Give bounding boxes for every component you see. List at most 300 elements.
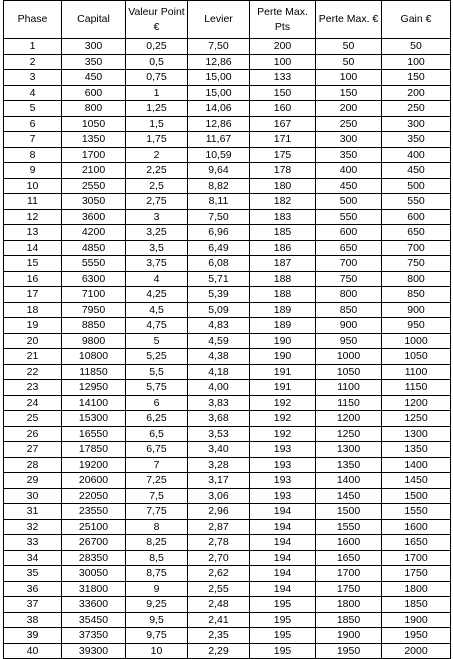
perte-max-eur-cell: 700 — [316, 256, 382, 272]
valeur-point-cell: 1,25 — [126, 101, 188, 117]
table-row — [4, 643, 451, 659]
valeur-point-cell: 3,25 — [126, 225, 188, 241]
phase-cell: 26 — [4, 426, 62, 442]
capital-cell: 600 — [62, 85, 126, 101]
perte-max-pts-cell: 192 — [250, 426, 316, 442]
perte-max-pts-cell: 200 — [250, 39, 316, 55]
perte-max-pts-cell: 195 — [250, 628, 316, 644]
phase-cell: 9 — [4, 163, 62, 179]
valeur-point-cell: 7,5 — [126, 488, 188, 504]
valeur-point-cell: 8,5 — [126, 550, 188, 566]
capital-cell: 28350 — [62, 550, 126, 566]
capital-cell: 16550 — [62, 426, 126, 442]
valeur-point-cell: 2,75 — [126, 194, 188, 210]
table-body — [4, 39, 451, 659]
perte-max-eur-cell: 850 — [316, 302, 382, 318]
levier-cell: 8,82 — [188, 178, 250, 194]
capital-cell: 35450 — [62, 612, 126, 628]
valeur-point-cell: 4 — [126, 271, 188, 287]
perte-max-eur-cell: 800 — [316, 287, 382, 303]
perte-max-eur-cell: 200 — [316, 101, 382, 117]
perte-max-pts-cell: 185 — [250, 225, 316, 241]
perte-max-eur-cell: 1950 — [316, 643, 382, 659]
perte-max-pts-cell: 133 — [250, 70, 316, 86]
perte-max-eur-cell: 1100 — [316, 380, 382, 396]
perte-max-pts-cell: 192 — [250, 395, 316, 411]
perte-max-eur-cell: 250 — [316, 116, 382, 132]
capital-cell: 7100 — [62, 287, 126, 303]
perte-max-pts-cell: 194 — [250, 550, 316, 566]
perte-max-pts-cell: 190 — [250, 349, 316, 365]
table-row — [4, 628, 451, 644]
perte-max-eur-cell: 1850 — [316, 612, 382, 628]
gain-cell: 650 — [382, 225, 451, 241]
gain-cell: 1650 — [382, 535, 451, 551]
perte-max-pts-cell: 100 — [250, 54, 316, 70]
valeur-point-cell: 5,75 — [126, 380, 188, 396]
valeur-point-cell: 3,75 — [126, 256, 188, 272]
capital-cell: 22050 — [62, 488, 126, 504]
gain-cell: 1850 — [382, 597, 451, 613]
perte-max-pts-cell: 193 — [250, 442, 316, 458]
perte-max-pts-cell: 194 — [250, 504, 316, 520]
perte-max-pts-cell: 167 — [250, 116, 316, 132]
phase-cell: 18 — [4, 302, 62, 318]
table-row — [4, 178, 451, 194]
levier-cell: 3,28 — [188, 457, 250, 473]
gain-cell: 1750 — [382, 566, 451, 582]
valeur-point-cell: 8,25 — [126, 535, 188, 551]
capital-cell: 19200 — [62, 457, 126, 473]
levier-cell: 8,11 — [188, 194, 250, 210]
perte-max-eur-cell: 1800 — [316, 597, 382, 613]
phase-cell: 5 — [4, 101, 62, 117]
phase-cell: 21 — [4, 349, 62, 365]
valeur-point-cell: 2,5 — [126, 178, 188, 194]
phase-cell: 31 — [4, 504, 62, 520]
table-row — [4, 349, 451, 365]
perte-max-pts-cell: 178 — [250, 163, 316, 179]
valeur-point-cell: 3 — [126, 209, 188, 225]
phase-cell: 4 — [4, 85, 62, 101]
perte-max-pts-cell: 175 — [250, 147, 316, 163]
gain-cell: 1100 — [382, 364, 451, 380]
phase-cell: 35 — [4, 566, 62, 582]
capital-cell: 6300 — [62, 271, 126, 287]
perte-max-pts-cell: 191 — [250, 364, 316, 380]
gain-cell: 1250 — [382, 411, 451, 427]
phase-cell: 15 — [4, 256, 62, 272]
perte-max-eur-cell: 500 — [316, 194, 382, 210]
capital-cell: 23550 — [62, 504, 126, 520]
phase-cell: 24 — [4, 395, 62, 411]
table-row — [4, 550, 451, 566]
levier-cell: 3,06 — [188, 488, 250, 504]
gain-cell: 1800 — [382, 581, 451, 597]
gain-cell: 350 — [382, 132, 451, 148]
levier-cell: 2,48 — [188, 597, 250, 613]
gain-cell: 900 — [382, 302, 451, 318]
perte-max-eur-cell: 1350 — [316, 457, 382, 473]
capital-cell: 20600 — [62, 473, 126, 489]
gain-cell: 1950 — [382, 628, 451, 644]
levier-cell: 2,35 — [188, 628, 250, 644]
gain-cell: 1200 — [382, 395, 451, 411]
header-row — [4, 1, 451, 39]
perte-max-pts-cell: 193 — [250, 473, 316, 489]
valeur-point-cell: 4,25 — [126, 287, 188, 303]
gain-cell: 100 — [382, 54, 451, 70]
table-row — [4, 39, 451, 55]
table-row — [4, 225, 451, 241]
phase-cell: 34 — [4, 550, 62, 566]
levier-cell: 2,29 — [188, 643, 250, 659]
levier-cell: 10,59 — [188, 147, 250, 163]
capital-cell: 1050 — [62, 116, 126, 132]
table-row — [4, 411, 451, 427]
valeur-point-cell: 4,5 — [126, 302, 188, 318]
valeur-point-cell: 2,25 — [126, 163, 188, 179]
perte-max-pts-cell: 195 — [250, 643, 316, 659]
capital-cell: 4850 — [62, 240, 126, 256]
perte-max-eur-cell: 750 — [316, 271, 382, 287]
perte-max-eur-cell: 1900 — [316, 628, 382, 644]
table-row — [4, 426, 451, 442]
phase-cell: 2 — [4, 54, 62, 70]
perte-max-eur-cell: 650 — [316, 240, 382, 256]
perte-max-eur-cell: 1150 — [316, 395, 382, 411]
levier-cell: 7,50 — [188, 39, 250, 55]
table-row — [4, 535, 451, 551]
capital-cell: 5550 — [62, 256, 126, 272]
capital-cell: 1350 — [62, 132, 126, 148]
valeur-point-cell: 0,75 — [126, 70, 188, 86]
capital-cell: 39300 — [62, 643, 126, 659]
perte-max-pts-cell: 194 — [250, 581, 316, 597]
table-row — [4, 488, 451, 504]
perte-max-eur-cell: 950 — [316, 333, 382, 349]
perte-max-eur-cell: 1550 — [316, 519, 382, 535]
perte-max-pts-cell: 183 — [250, 209, 316, 225]
levier-cell: 3,40 — [188, 442, 250, 458]
valeur-point-cell: 7 — [126, 457, 188, 473]
levier-cell: 15,00 — [188, 70, 250, 86]
table-row — [4, 101, 451, 117]
table-row — [4, 116, 451, 132]
table-row — [4, 581, 451, 597]
capital-cell: 25100 — [62, 519, 126, 535]
valeur-point-cell: 1,5 — [126, 116, 188, 132]
perte-max-pts-cell: 191 — [250, 380, 316, 396]
perte-max-pts-cell: 180 — [250, 178, 316, 194]
gain-cell: 1900 — [382, 612, 451, 628]
table-row — [4, 566, 451, 582]
table-row — [4, 318, 451, 334]
levier-cell: 2,96 — [188, 504, 250, 520]
table-row — [4, 442, 451, 458]
perte-max-eur-cell: 1750 — [316, 581, 382, 597]
gain-cell: 450 — [382, 163, 451, 179]
valeur-point-cell: 9,25 — [126, 597, 188, 613]
perte-max-pts-cell: 182 — [250, 194, 316, 210]
perte-max-pts-cell: 193 — [250, 488, 316, 504]
perte-max-eur-cell: 150 — [316, 85, 382, 101]
capital-cell: 2100 — [62, 163, 126, 179]
capital-cell: 12950 — [62, 380, 126, 396]
levier-cell: 2,70 — [188, 550, 250, 566]
capital-cell: 31800 — [62, 581, 126, 597]
gain-cell: 1300 — [382, 426, 451, 442]
gain-cell: 1450 — [382, 473, 451, 489]
perte-max-pts-cell: 194 — [250, 535, 316, 551]
table-row — [4, 457, 451, 473]
valeur-point-cell: 6 — [126, 395, 188, 411]
levier-cell: 12,86 — [188, 116, 250, 132]
valeur-point-cell: 5 — [126, 333, 188, 349]
valeur-point-cell: 4,75 — [126, 318, 188, 334]
levier-cell: 6,96 — [188, 225, 250, 241]
levier-cell: 4,18 — [188, 364, 250, 380]
perte-max-eur-cell: 350 — [316, 147, 382, 163]
perte-max-pts-cell: 188 — [250, 271, 316, 287]
phase-cell: 22 — [4, 364, 62, 380]
table-row — [4, 612, 451, 628]
perte-max-eur-cell: 50 — [316, 39, 382, 55]
gain-cell: 200 — [382, 85, 451, 101]
phase-table — [3, 0, 451, 659]
levier-cell: 6,08 — [188, 256, 250, 272]
levier-cell: 6,49 — [188, 240, 250, 256]
table-row — [4, 473, 451, 489]
table-row — [4, 302, 451, 318]
valeur-point-cell: 9,5 — [126, 612, 188, 628]
capital-cell: 4200 — [62, 225, 126, 241]
valeur-point-cell: 2 — [126, 147, 188, 163]
table-row — [4, 132, 451, 148]
gain-cell: 1550 — [382, 504, 451, 520]
phase-cell: 19 — [4, 318, 62, 334]
capital-cell: 300 — [62, 39, 126, 55]
phase-cell: 12 — [4, 209, 62, 225]
gain-cell: 150 — [382, 70, 451, 86]
phase-cell: 10 — [4, 178, 62, 194]
table-row — [4, 597, 451, 613]
valeur-point-cell: 6,25 — [126, 411, 188, 427]
capital-cell: 17850 — [62, 442, 126, 458]
levier-cell: 11,67 — [188, 132, 250, 148]
capital-cell: 26700 — [62, 535, 126, 551]
valeur-point-cell: 1 — [126, 85, 188, 101]
phase-cell: 25 — [4, 411, 62, 427]
capital-cell: 11850 — [62, 364, 126, 380]
levier-cell: 2,87 — [188, 519, 250, 535]
table-row — [4, 209, 451, 225]
perte-max-eur-cell: 1650 — [316, 550, 382, 566]
perte-max-eur-cell: 1600 — [316, 535, 382, 551]
phase-cell: 14 — [4, 240, 62, 256]
valeur-point-cell: 9,75 — [126, 628, 188, 644]
levier-cell: 5,09 — [188, 302, 250, 318]
perte-max-eur-cell: 1300 — [316, 442, 382, 458]
gain-cell: 750 — [382, 256, 451, 272]
levier-cell: 14,06 — [188, 101, 250, 117]
levier-cell: 2,41 — [188, 612, 250, 628]
perte-max-pts-cell: 171 — [250, 132, 316, 148]
perte-max-pts-cell: 190 — [250, 333, 316, 349]
levier-cell: 4,00 — [188, 380, 250, 396]
levier-cell: 9,64 — [188, 163, 250, 179]
capital-cell: 350 — [62, 54, 126, 70]
gain-cell: 500 — [382, 178, 451, 194]
perte-max-pts-cell: 193 — [250, 457, 316, 473]
table-row — [4, 333, 451, 349]
table-row — [4, 70, 451, 86]
gain-cell: 600 — [382, 209, 451, 225]
valeur-point-cell: 8 — [126, 519, 188, 535]
phase-cell: 8 — [4, 147, 62, 163]
capital-cell: 7950 — [62, 302, 126, 318]
table-row — [4, 256, 451, 272]
perte-max-eur-cell: 300 — [316, 132, 382, 148]
perte-max-pts-cell: 150 — [250, 85, 316, 101]
header-perte-max-eur: Perte Max. € — [316, 1, 382, 39]
levier-cell: 5,71 — [188, 271, 250, 287]
gain-cell: 300 — [382, 116, 451, 132]
gain-cell: 1500 — [382, 488, 451, 504]
valeur-point-cell: 9 — [126, 581, 188, 597]
valeur-point-cell: 1,75 — [126, 132, 188, 148]
valeur-point-cell: 8,75 — [126, 566, 188, 582]
valeur-point-cell: 0,5 — [126, 54, 188, 70]
capital-cell: 15300 — [62, 411, 126, 427]
header-phase: Phase — [4, 1, 62, 39]
valeur-point-cell: 6,75 — [126, 442, 188, 458]
valeur-point-cell: 7,75 — [126, 504, 188, 520]
capital-cell: 9800 — [62, 333, 126, 349]
phase-cell: 40 — [4, 643, 62, 659]
table-row — [4, 519, 451, 535]
table-row — [4, 364, 451, 380]
capital-cell: 1700 — [62, 147, 126, 163]
table-row — [4, 504, 451, 520]
capital-cell: 33600 — [62, 597, 126, 613]
perte-max-pts-cell: 192 — [250, 411, 316, 427]
valeur-point-cell: 3,5 — [126, 240, 188, 256]
perte-max-eur-cell: 1700 — [316, 566, 382, 582]
table-row — [4, 147, 451, 163]
capital-cell: 2550 — [62, 178, 126, 194]
perte-max-eur-cell: 1250 — [316, 426, 382, 442]
capital-cell: 3600 — [62, 209, 126, 225]
gain-cell: 400 — [382, 147, 451, 163]
table-row — [4, 380, 451, 396]
levier-cell: 7,50 — [188, 209, 250, 225]
levier-cell: 12,86 — [188, 54, 250, 70]
levier-cell: 2,62 — [188, 566, 250, 582]
header-capital: Capital — [62, 1, 126, 39]
phase-cell: 33 — [4, 535, 62, 551]
levier-cell: 3,17 — [188, 473, 250, 489]
valeur-point-cell: 5,5 — [126, 364, 188, 380]
capital-cell: 800 — [62, 101, 126, 117]
table-row — [4, 163, 451, 179]
capital-cell: 14100 — [62, 395, 126, 411]
table-row — [4, 287, 451, 303]
table-row — [4, 271, 451, 287]
levier-cell: 2,78 — [188, 535, 250, 551]
perte-max-pts-cell: 194 — [250, 566, 316, 582]
table-row — [4, 194, 451, 210]
perte-max-pts-cell: 188 — [250, 287, 316, 303]
gain-cell: 1000 — [382, 333, 451, 349]
gain-cell: 50 — [382, 39, 451, 55]
capital-cell: 10800 — [62, 349, 126, 365]
gain-cell: 1400 — [382, 457, 451, 473]
gain-cell: 2000 — [382, 643, 451, 659]
perte-max-eur-cell: 450 — [316, 178, 382, 194]
valeur-point-cell: 7,25 — [126, 473, 188, 489]
capital-cell: 8850 — [62, 318, 126, 334]
perte-max-eur-cell: 1450 — [316, 488, 382, 504]
levier-cell: 2,55 — [188, 581, 250, 597]
phase-cell: 27 — [4, 442, 62, 458]
levier-cell: 4,38 — [188, 349, 250, 365]
header-levier: Levier — [188, 1, 250, 39]
table-row — [4, 85, 451, 101]
perte-max-eur-cell: 550 — [316, 209, 382, 225]
perte-max-pts-cell: 189 — [250, 318, 316, 334]
perte-max-eur-cell: 50 — [316, 54, 382, 70]
gain-cell: 1700 — [382, 550, 451, 566]
levier-cell: 4,59 — [188, 333, 250, 349]
header-gain: Gain € — [382, 1, 451, 39]
gain-cell: 1350 — [382, 442, 451, 458]
perte-max-pts-cell: 195 — [250, 597, 316, 613]
capital-cell: 30050 — [62, 566, 126, 582]
perte-max-pts-cell: 186 — [250, 240, 316, 256]
perte-max-pts-cell: 195 — [250, 612, 316, 628]
phase-cell: 37 — [4, 597, 62, 613]
phase-cell: 1 — [4, 39, 62, 55]
table-row — [4, 395, 451, 411]
perte-max-eur-cell: 400 — [316, 163, 382, 179]
valeur-point-cell: 10 — [126, 643, 188, 659]
capital-cell: 3050 — [62, 194, 126, 210]
gain-cell: 1150 — [382, 380, 451, 396]
perte-max-eur-cell: 600 — [316, 225, 382, 241]
levier-cell: 15,00 — [188, 85, 250, 101]
perte-max-pts-cell: 187 — [250, 256, 316, 272]
gain-cell: 800 — [382, 271, 451, 287]
gain-cell: 700 — [382, 240, 451, 256]
levier-cell: 4,83 — [188, 318, 250, 334]
phase-cell: 16 — [4, 271, 62, 287]
perte-max-eur-cell: 1400 — [316, 473, 382, 489]
phase-cell: 32 — [4, 519, 62, 535]
levier-cell: 3,53 — [188, 426, 250, 442]
phase-cell: 11 — [4, 194, 62, 210]
header-valeur-point: Valeur Point € — [126, 1, 188, 39]
phase-cell: 13 — [4, 225, 62, 241]
phase-cell: 28 — [4, 457, 62, 473]
perte-max-pts-cell: 194 — [250, 519, 316, 535]
table-row — [4, 54, 451, 70]
perte-max-eur-cell: 1000 — [316, 349, 382, 365]
perte-max-pts-cell: 160 — [250, 101, 316, 117]
perte-max-eur-cell: 1200 — [316, 411, 382, 427]
phase-cell: 20 — [4, 333, 62, 349]
capital-cell: 37350 — [62, 628, 126, 644]
